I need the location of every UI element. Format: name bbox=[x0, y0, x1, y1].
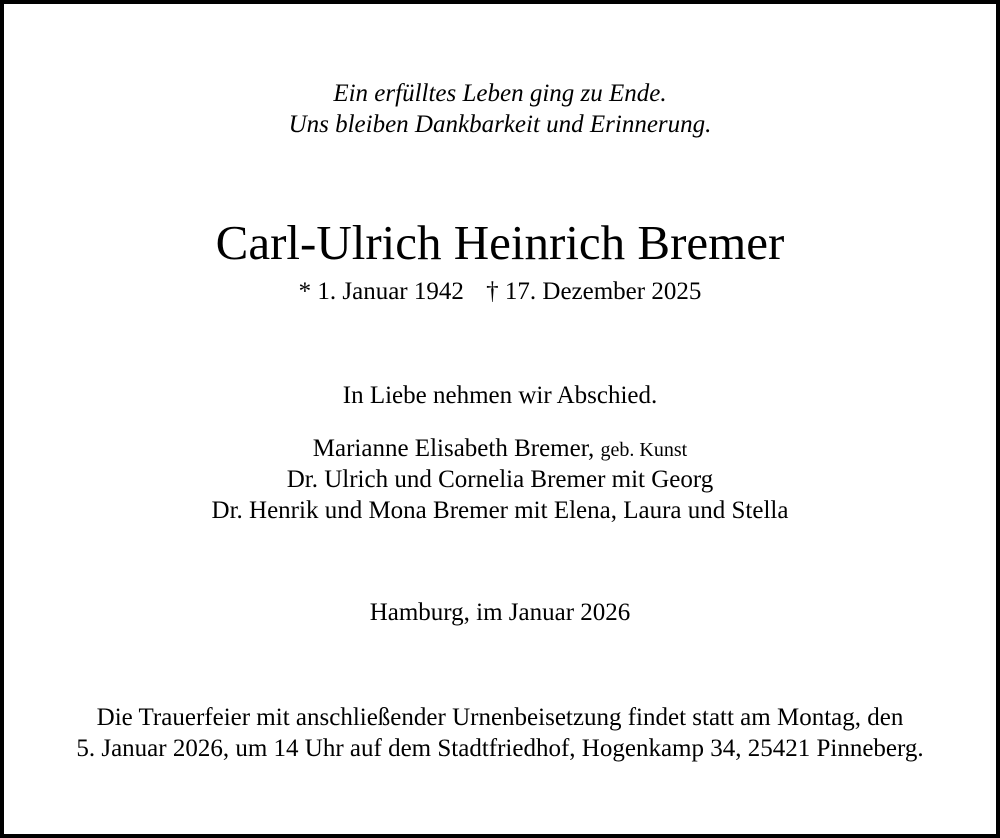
deceased-name: Carl-Ulrich Heinrich Bremer bbox=[215, 215, 785, 270]
farewell-text: In Liebe nehmen wir Abschied. bbox=[342, 382, 658, 409]
place-date: Hamburg, im Januar 2026 bbox=[369, 599, 631, 626]
birth-date: 1. Januar 1942 bbox=[317, 278, 464, 305]
motto-line-1: Ein erfülltes Leben ging zu Ende. bbox=[333, 80, 667, 107]
mourner-line-2: Dr. Ulrich und Cornelia Bremer mit Georg bbox=[286, 466, 714, 493]
death-symbol: † bbox=[486, 278, 499, 305]
mourner-maiden-name: geb. Kunst bbox=[600, 439, 688, 461]
death-date: 17. Dezember 2025 bbox=[504, 278, 702, 305]
birth-symbol: * bbox=[298, 278, 312, 305]
mourner-line-3: Dr. Henrik und Mona Bremer mit Elena, Laura und Stella bbox=[211, 497, 789, 524]
ceremony-line-1: Die Trauerfeier mit anschließender Urnenbeisetzung findet statt am Montag, den bbox=[96, 704, 904, 731]
life-dates bbox=[0, 276, 1000, 307]
motto-line-2: Uns bleiben Dankbarkeit und Erinnerung. bbox=[288, 111, 712, 138]
mourner-name: Marianne Elisabeth Bremer, bbox=[312, 435, 595, 462]
ceremony-line-2: 5. Januar 2026, um 14 Uhr auf dem Stadtfriedhof, Hogenkamp 34, 25421 Pinneberg. bbox=[76, 735, 924, 762]
mourner-line-1 bbox=[0, 433, 1000, 466]
